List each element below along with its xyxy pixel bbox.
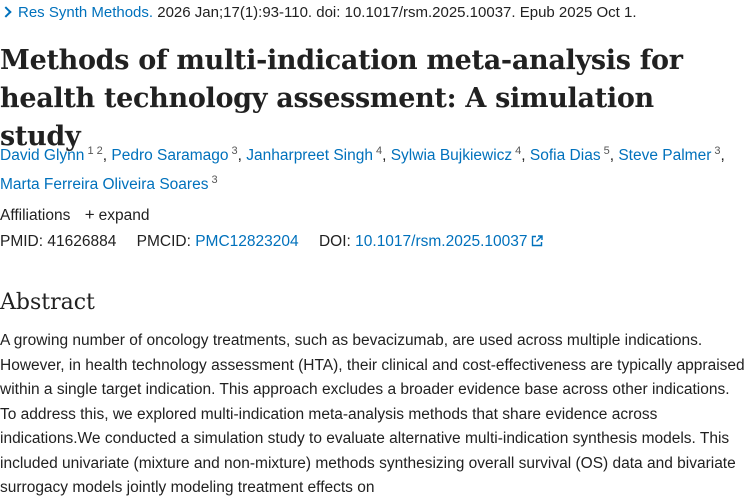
author-item [246,147,390,164]
author-affil[interactable]: 5 [603,145,610,157]
author-link[interactable]: Sylwia Bujkiewicz [390,147,513,165]
author-link[interactable]: Marta Ferreira Oliveira Soares [0,176,209,194]
pmcid-label: PMCID: [136,233,191,250]
affiliations-toggle[interactable] [0,205,149,225]
affiliations-label: Affiliations [0,207,71,224]
author-link[interactable]: Janharpreet Singh [246,147,373,165]
author-item [391,147,530,164]
author-affil[interactable]: 3 [211,174,218,187]
author-sep: , [609,147,619,165]
author-list [0,139,745,197]
author-link[interactable]: Steve Palmer [618,147,712,165]
journal-link[interactable]: Res Synth Methods. [18,4,154,21]
citation-line [0,4,636,21]
plus-icon: + [84,205,95,224]
author-affil[interactable]: 1 2 [87,145,103,157]
article-title: Methods of multi-indication meta-analysis for health technology assessment: A simulation study [0,45,683,152]
author-item [111,147,246,164]
author-affil[interactable]: 4 [515,145,522,157]
abstract-heading: Abstract [0,290,95,315]
external-link-icon[interactable] [531,234,543,252]
doi-link[interactable]: 10.1017/rsm.2025.10037 [355,233,528,250]
author-item [618,147,724,164]
author-affil[interactable]: 3 [714,145,721,157]
author-affil[interactable]: 4 [375,145,383,157]
author-sep: , [521,147,530,165]
expand-button[interactable] [85,207,150,224]
pmcid-link[interactable]: PMC12823204 [195,233,299,250]
author-affil[interactable]: 3 [231,145,238,157]
abstract-text: A growing number of oncology treatments, such as bevacizumab, are used across multiple indications. However, in health technology assessment (HTA), their clinical and cost-effectiveness are typically appraised within a single target indication. This approach excludes a broader evidence base across other indications. To address this, we explored multi-indication meta-analysis methods that share evidence across indications.We conducted a simulation study to evaluate alternative multi-indication synthesis models. This included univariate (mixture and non-mixture) methods synthesizing overall survival (OS) data and bivariate surrogacy models jointly modeling treatment effects on [0,332,745,496]
author-link[interactable]: Sofia Dias [529,147,601,165]
author-sep: , [382,147,391,165]
author-link[interactable]: Pedro Saramago [111,147,229,165]
author-item [0,176,218,193]
author-item [0,147,111,164]
citation-details: 2026 Jan;17(1):93-110. doi: 10.1017/rsm.2025.10037. Epub 2025 Oct 1. [157,4,637,21]
expand-label: expand [98,207,150,224]
author-sep: , [102,147,112,165]
pmid-label: PMID: [0,233,44,250]
author-item [530,147,618,164]
pmid-value: 41626884 [47,233,117,250]
author-sep: , [237,147,247,165]
author-link[interactable]: David Glynn [0,147,85,165]
author-sep: , [720,147,725,165]
doi-label: DOI: [318,233,351,250]
identifiers-row [0,233,543,252]
chevron-right-icon[interactable] [0,6,11,17]
